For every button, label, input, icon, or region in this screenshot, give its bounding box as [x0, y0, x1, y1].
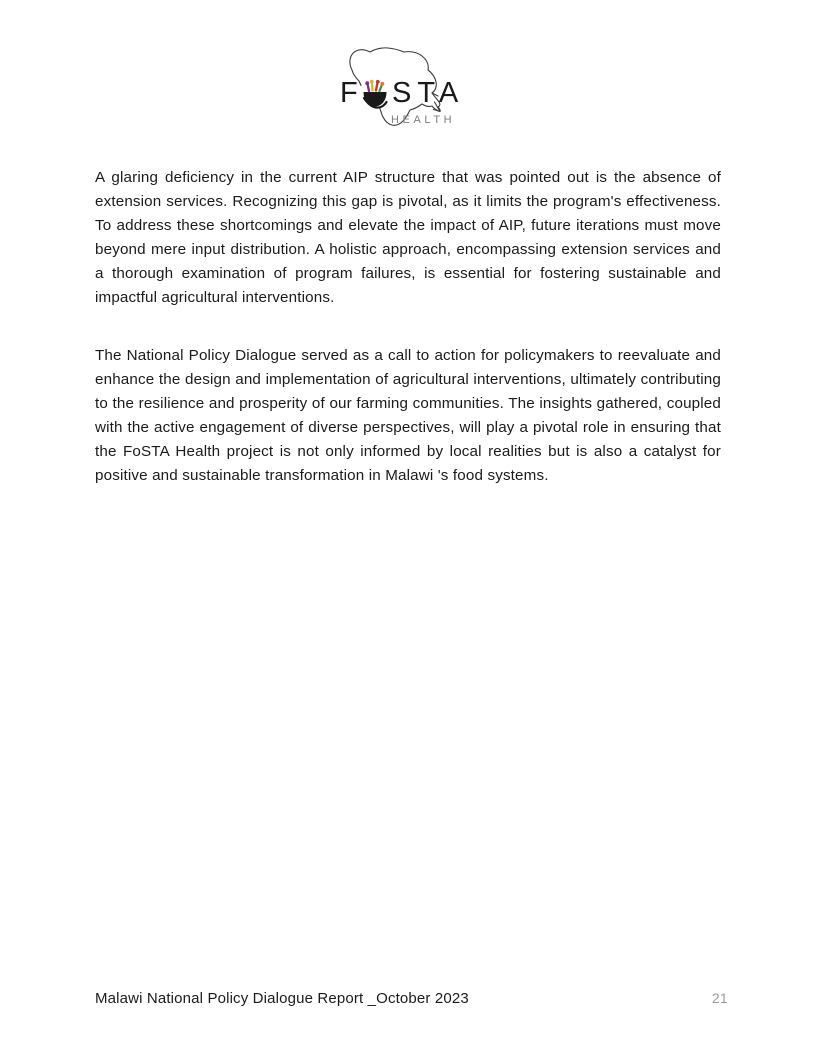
page-footer — [95, 988, 728, 1009]
paragraph-1: A glaring deficiency in the current AIP structure that was pointed out is the absence of extension services. Recognizing this gap is pivotal, as it limits the program's effectiveness. To address these shortcomings and elevate the impact of AIP, future iterations must move beyond mere input distribution. A holistic approach, encompassing extension services and a thorough examination of program failures, is essential for fostering sustainable and impactful agricultural interventions. — [95, 169, 721, 306]
logo-svg — [328, 40, 488, 135]
logo-letter-f: F — [340, 77, 360, 109]
fosta-health-logo — [0, 40, 816, 140]
logo-inner — [328, 40, 488, 135]
footer-title: Malawi National Policy Dialogue Report _October 2023 — [95, 990, 469, 1007]
paragraph-2: The National Policy Dialogue served as a call to action for policymakers to reevaluate and enhance the design and implementation of agricultural interventions, ultimately contributing to the resilience and prosperity of our farming communities. The insights gathered, coupled with the active engagement of diverse perspectives, will play a pivotal role in ensuring that the FoSTA Health project is not only informed by local realities but is also a catalyst for positive and sustainable transformation in Malawi 's food systems. — [95, 347, 721, 484]
paragraph-spacer — [95, 310, 721, 344]
logo-letters-sta: STA — [392, 77, 465, 109]
page-number: 21 — [711, 990, 728, 1006]
document-body — [95, 166, 721, 488]
logo-subtitle: HEALTH — [391, 114, 456, 126]
bowl-emblem-icon — [360, 78, 391, 109]
